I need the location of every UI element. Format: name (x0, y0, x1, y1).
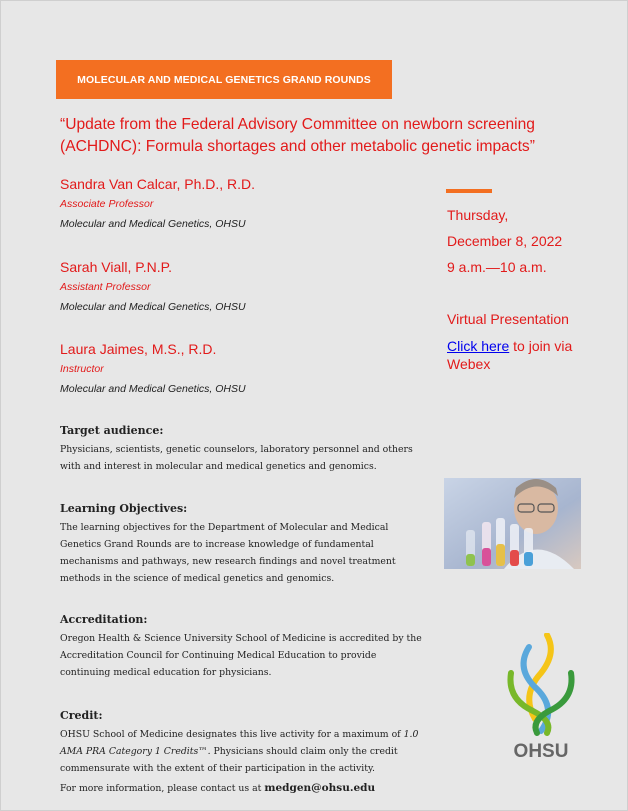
section-body: Physicians, scientists, genetic counselors, laboratory personnel and others with and interest in molecular and medical genetics and genomics. (60, 444, 413, 472)
join-text (447, 337, 607, 373)
speaker-3 (60, 340, 246, 395)
event-date: December 8, 2022 (447, 233, 563, 249)
section-heading: Accreditation: (60, 613, 148, 626)
speaker-role: Instructor (60, 363, 104, 375)
contact-text: For more information, please contact us at (60, 783, 265, 794)
join-suffix: to join via Webex (447, 338, 573, 372)
section-heading: Target audience: (60, 424, 164, 437)
section-audience (60, 424, 422, 475)
accent-bar (446, 189, 492, 193)
section-heading: Credit: (60, 709, 103, 722)
section-credit (60, 709, 422, 777)
section-body: The learning objectives for the Department of Molecular and Medical Genetics Grand Rounds are to increase knowledge of fundamental mechanisms and pathways, new research findings and novel treatment methods in the science of medical genetics and genomics. (60, 522, 396, 584)
speaker-org: Molecular and Medical Genetics, OHSU (60, 383, 246, 395)
speaker-name: Laura Jaimes, M.S., R.D. (60, 341, 217, 357)
event-datetime (447, 202, 562, 280)
credit-designation: 1.0 AMA PRA Category 1 Credits™ (60, 729, 419, 757)
section-body (60, 726, 422, 777)
event-format: Virtual Presentation (447, 311, 569, 327)
speaker-name: Sandra Van Calcar, Ph.D., R.D. (60, 176, 256, 192)
speaker-name: Sarah Viall, P.N.P. (60, 259, 173, 275)
header-banner: MOLECULAR AND MEDICAL GENETICS GRAND ROUNDS (56, 60, 392, 99)
webex-join-link[interactable]: Click here (447, 338, 510, 354)
section-objectives (60, 502, 422, 587)
event-day: Thursday, (447, 207, 509, 223)
section-body: Oregon Health & Science University School of Medicine is accredited by the Accreditation Council for Continuing Medical Education to provide continuing medical education for physicians. (60, 633, 422, 678)
lab-photo (444, 478, 581, 569)
contact-line (60, 782, 375, 794)
section-heading: Learning Objectives: (60, 502, 188, 515)
ohsu-logo (501, 633, 581, 763)
speaker-role: Assistant Professor (60, 281, 151, 293)
credit-text-end: . Physicians should claim only the credit commensurate with the extent of their participation in the activity. (60, 746, 398, 774)
credit-text: OHSU School of Medicine designates this live activity for a maximum of (60, 729, 404, 740)
event-time: 9 a.m.—10 a.m. (447, 259, 547, 275)
speaker-org: Molecular and Medical Genetics, OHSU (60, 301, 246, 313)
speaker-org: Molecular and Medical Genetics, OHSU (60, 218, 246, 230)
talk-title: “Update from the Federal Advisory Committee on newborn screening (ACHDNC): Formula shortages and other metabolic genetic impacts” (60, 116, 535, 155)
contact-email[interactable]: medgen@ohsu.edu (264, 782, 376, 794)
speaker-1 (60, 175, 255, 230)
section-accreditation (60, 613, 422, 681)
speaker-2 (60, 258, 246, 313)
speaker-role: Associate Professor (60, 198, 154, 210)
logo-wordmark: OHSU (513, 741, 569, 762)
